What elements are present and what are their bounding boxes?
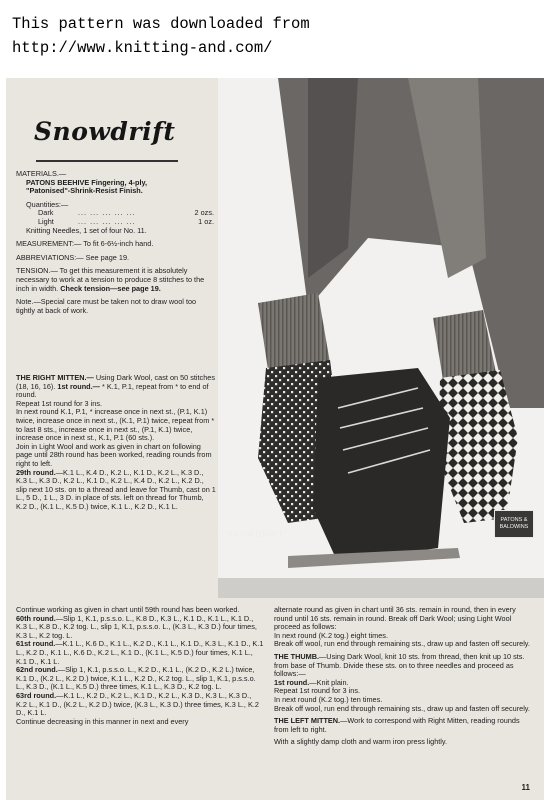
round-62-text: —Slip 1, K.1, p.s.s.o. L., K.2 D., K.1 L., (K.2 D., K.2 L.) twice, K.1 D., (K.2 L., K.2 D.) twice, K.1 L., K.2 D., K.2 tog. L., slip 1, K.1, p.s.s.o. L., K.3 D., (K.1 L., K.5 D.) three times, K.1 L., K.3 D., K.2 tog. L.: [16, 665, 256, 692]
decrease-paragraph: Continue decreasing in this manner in next and every: [16, 716, 189, 726]
photo-caption: "SNOWDRIFT": [222, 530, 290, 539]
next-round-line: In next round (K.2 tog.) eight times.: [274, 630, 388, 640]
round-61-text: —K.1 L., K.6 D., K.1 L., K.2 D., K.1 L., K.1 D., K.3 L., K.1 D., K.1 L., K.2 D., K.1 L., K.6 D., K.2 L., K.1 D., (K.1 L., K.5 D.) four times, K.1 L., K.1 D., K.1 L.: [16, 639, 264, 666]
break-off-paragraph: Break off wool, run end through remaining sts., draw up and fasten off securely.: [274, 639, 530, 649]
tension-check: Check tension—see page 19.: [60, 283, 161, 293]
quantities-label: Quantities:—: [26, 199, 69, 209]
abbreviations-line: [16, 254, 214, 263]
increase-paragraph: In next round K.1, P.1, * increase once in next st., (P.1, K.1) twice, increase once in next st., (K.1, P.1) twice, repeat from * to last 8 sts., increase once in next st., (P.1, K.1) twice, increase once in next st., K.1, P.1 (60 sts.).: [16, 407, 215, 443]
round-62-label: 62nd round.: [16, 665, 58, 675]
materials-section: [16, 170, 214, 315]
lower-left-column: [16, 606, 264, 726]
repeat-line: Repeat 1st round for 3 ins.: [16, 398, 102, 408]
lower-right-column: [274, 606, 536, 747]
measurement-heading: MEASUREMENT:—: [16, 239, 82, 249]
thumb-text: —Using Dark Wool, knit 10 sts. from thread, then knit up 10 sts. from base of Thumb. Divide these sts. on to three needles and proceed as follows:—: [274, 651, 525, 679]
logo-line-1: PATONS &: [500, 517, 528, 523]
continue-paragraph: Continue working as given in chart until 59th round has been worked.: [16, 605, 240, 614]
thumb-paragraph: [274, 653, 536, 679]
left-mitten-text: —Work to correspond with Right Mitten, reading rounds from left to right.: [274, 716, 520, 734]
pattern-page: [6, 78, 544, 800]
round-1-label: 1st round.—: [57, 381, 100, 391]
abbreviations-text: See page 19.: [85, 252, 130, 262]
banner-line-1: This pattern was downloaded from: [12, 15, 310, 33]
page-number: 11: [521, 783, 530, 792]
right-mitten-intro: [16, 374, 216, 400]
round-60-label: 60th round.: [16, 613, 56, 623]
banner-url[interactable]: http://www.knitting-and.com/: [12, 39, 273, 57]
yarn-line-2: "Patonised"-Shrink-Resist Finish.: [26, 186, 143, 196]
mittens-photo: [218, 78, 544, 598]
thumb-heading: THE THUMB.: [274, 651, 319, 661]
round-1-text: * K.1, P.1, repeat from * to end of round.: [16, 381, 209, 400]
download-banner: [12, 12, 542, 60]
left-mitten-heading: THE LEFT MITTEN.: [274, 716, 341, 726]
needles-line: Knitting Needles, 1 set of four No. 11.: [26, 225, 147, 235]
right-mitten-cast-on: Using Dark Wool, cast on 50 stitches (18, 16, 16).: [16, 373, 215, 391]
round-61-label: 61st round.: [16, 639, 56, 649]
tension-text: To get this measurement it is absolutely necessary to work at a tension to produce 8 stitches to the inch in width.: [16, 266, 205, 293]
left-mitten-paragraph: [274, 717, 536, 734]
tension-paragraph: [16, 267, 214, 293]
round-29-paragraph: [16, 469, 216, 512]
tension-heading: TENSION.—: [16, 266, 58, 276]
measurement-text: To fit 6-6½-inch hand.: [83, 239, 154, 249]
press-line: With a slightly damp cloth and warm iron press lightly.: [274, 737, 448, 747]
alternate-paragraph: alternate round as given in chart until 36 sts. remain in round, then in every round until 16 sts. remain in round. Break off Dark Wool; using Light Wool proceed as follows:: [274, 605, 516, 632]
pattern-title: Snowdrift: [34, 117, 176, 146]
thumb-round-1-label: 1st round.: [274, 677, 310, 687]
materials-heading: MATERIALS.—: [16, 169, 67, 178]
light-dots: ... ... ... ... ...: [78, 216, 136, 226]
round-60-paragraph: [16, 615, 264, 641]
round-29-text: —K.1 L., K.4 D., K.2 L., K.1 D., K.2 L., K.3 D., K.3 L., K.3 D., K.2 L., K.1 D., K.2 L., K.4 D., K.2 L., K.2 D., slip next 10 sts. on to a thread and leave for Thumb, cast on 1 L., 5 D., 1 L., 3 D. in place of sts. left on thread for Thumb, K.2 D., (K.1 L., K.5 D.) twice, K.1 L., K.2 D., K.1 L.: [16, 467, 216, 511]
abbreviations-heading: ABBREVIATIONS:—: [16, 252, 84, 262]
light-amount: 1 oz.: [198, 216, 214, 226]
round-62-paragraph: [16, 666, 264, 692]
round-63-paragraph: [16, 692, 264, 718]
yarn-line-1: PATONS BEEHIVE Fingering, 4-ply,: [26, 177, 148, 187]
thumb-round-1-text: —Knit plain.: [309, 677, 349, 687]
thumb-break-paragraph: Break off wool, run end through remaining sts., draw up and fasten off securely.: [274, 703, 530, 713]
round-63-text: —K.1 L., K.2 D., K.2 L., K.1 D., K.2 L., K.3 D., K.3 L., K.3 D., K.2 L., K.1 D., (K.2 L., K.2 D.) twice, (K.3 L., K.3 D.) three times, K.3 L., K.2 D., K.1 L.: [16, 690, 259, 718]
thumb-repeat-line: Repeat 1st round for 3 ins.: [274, 686, 360, 696]
right-mitten-heading: THE RIGHT MITTEN.—: [16, 373, 94, 382]
thumb-next-line: In next round (K.2 tog.) ten times.: [274, 694, 383, 704]
note-paragraph: Note.—Special care must be taken not to draw wool too tightly at back of work.: [16, 297, 197, 315]
round-61-paragraph: [16, 640, 264, 666]
join-paragraph: Join in Light Wool and work as given in chart on following page until 28th round has been worked, reading rounds from right to left.: [16, 441, 212, 468]
round-60-text: —Slip 1, K.1, p.s.s.o. L., K.8 D., K.3 L., K.1 D., K.1 L., K.1 D., K.3 L., K.8 D., K.2 tog. L., slip 1, K.1, p.s.s.o. L., (K.3 L., K.3 D.) four times, K.3 L., K.2 tog. L.: [16, 613, 257, 640]
dark-label: Dark: [38, 208, 54, 218]
dark-dots: ... ... ... ... ...: [78, 208, 136, 218]
dark-amount: 2 ozs.: [194, 208, 214, 218]
round-63-label: 63rd round.: [16, 690, 57, 700]
light-label: Light: [38, 216, 54, 226]
title-underline: [36, 160, 178, 162]
left-column: [16, 78, 214, 598]
right-mitten-section: [16, 374, 216, 512]
round-29-label: 29th round.: [16, 467, 56, 477]
patons-baldwins-logo: [494, 510, 534, 538]
logo-line-2: BALDWINS: [499, 524, 529, 530]
measurement-line: [16, 240, 214, 249]
